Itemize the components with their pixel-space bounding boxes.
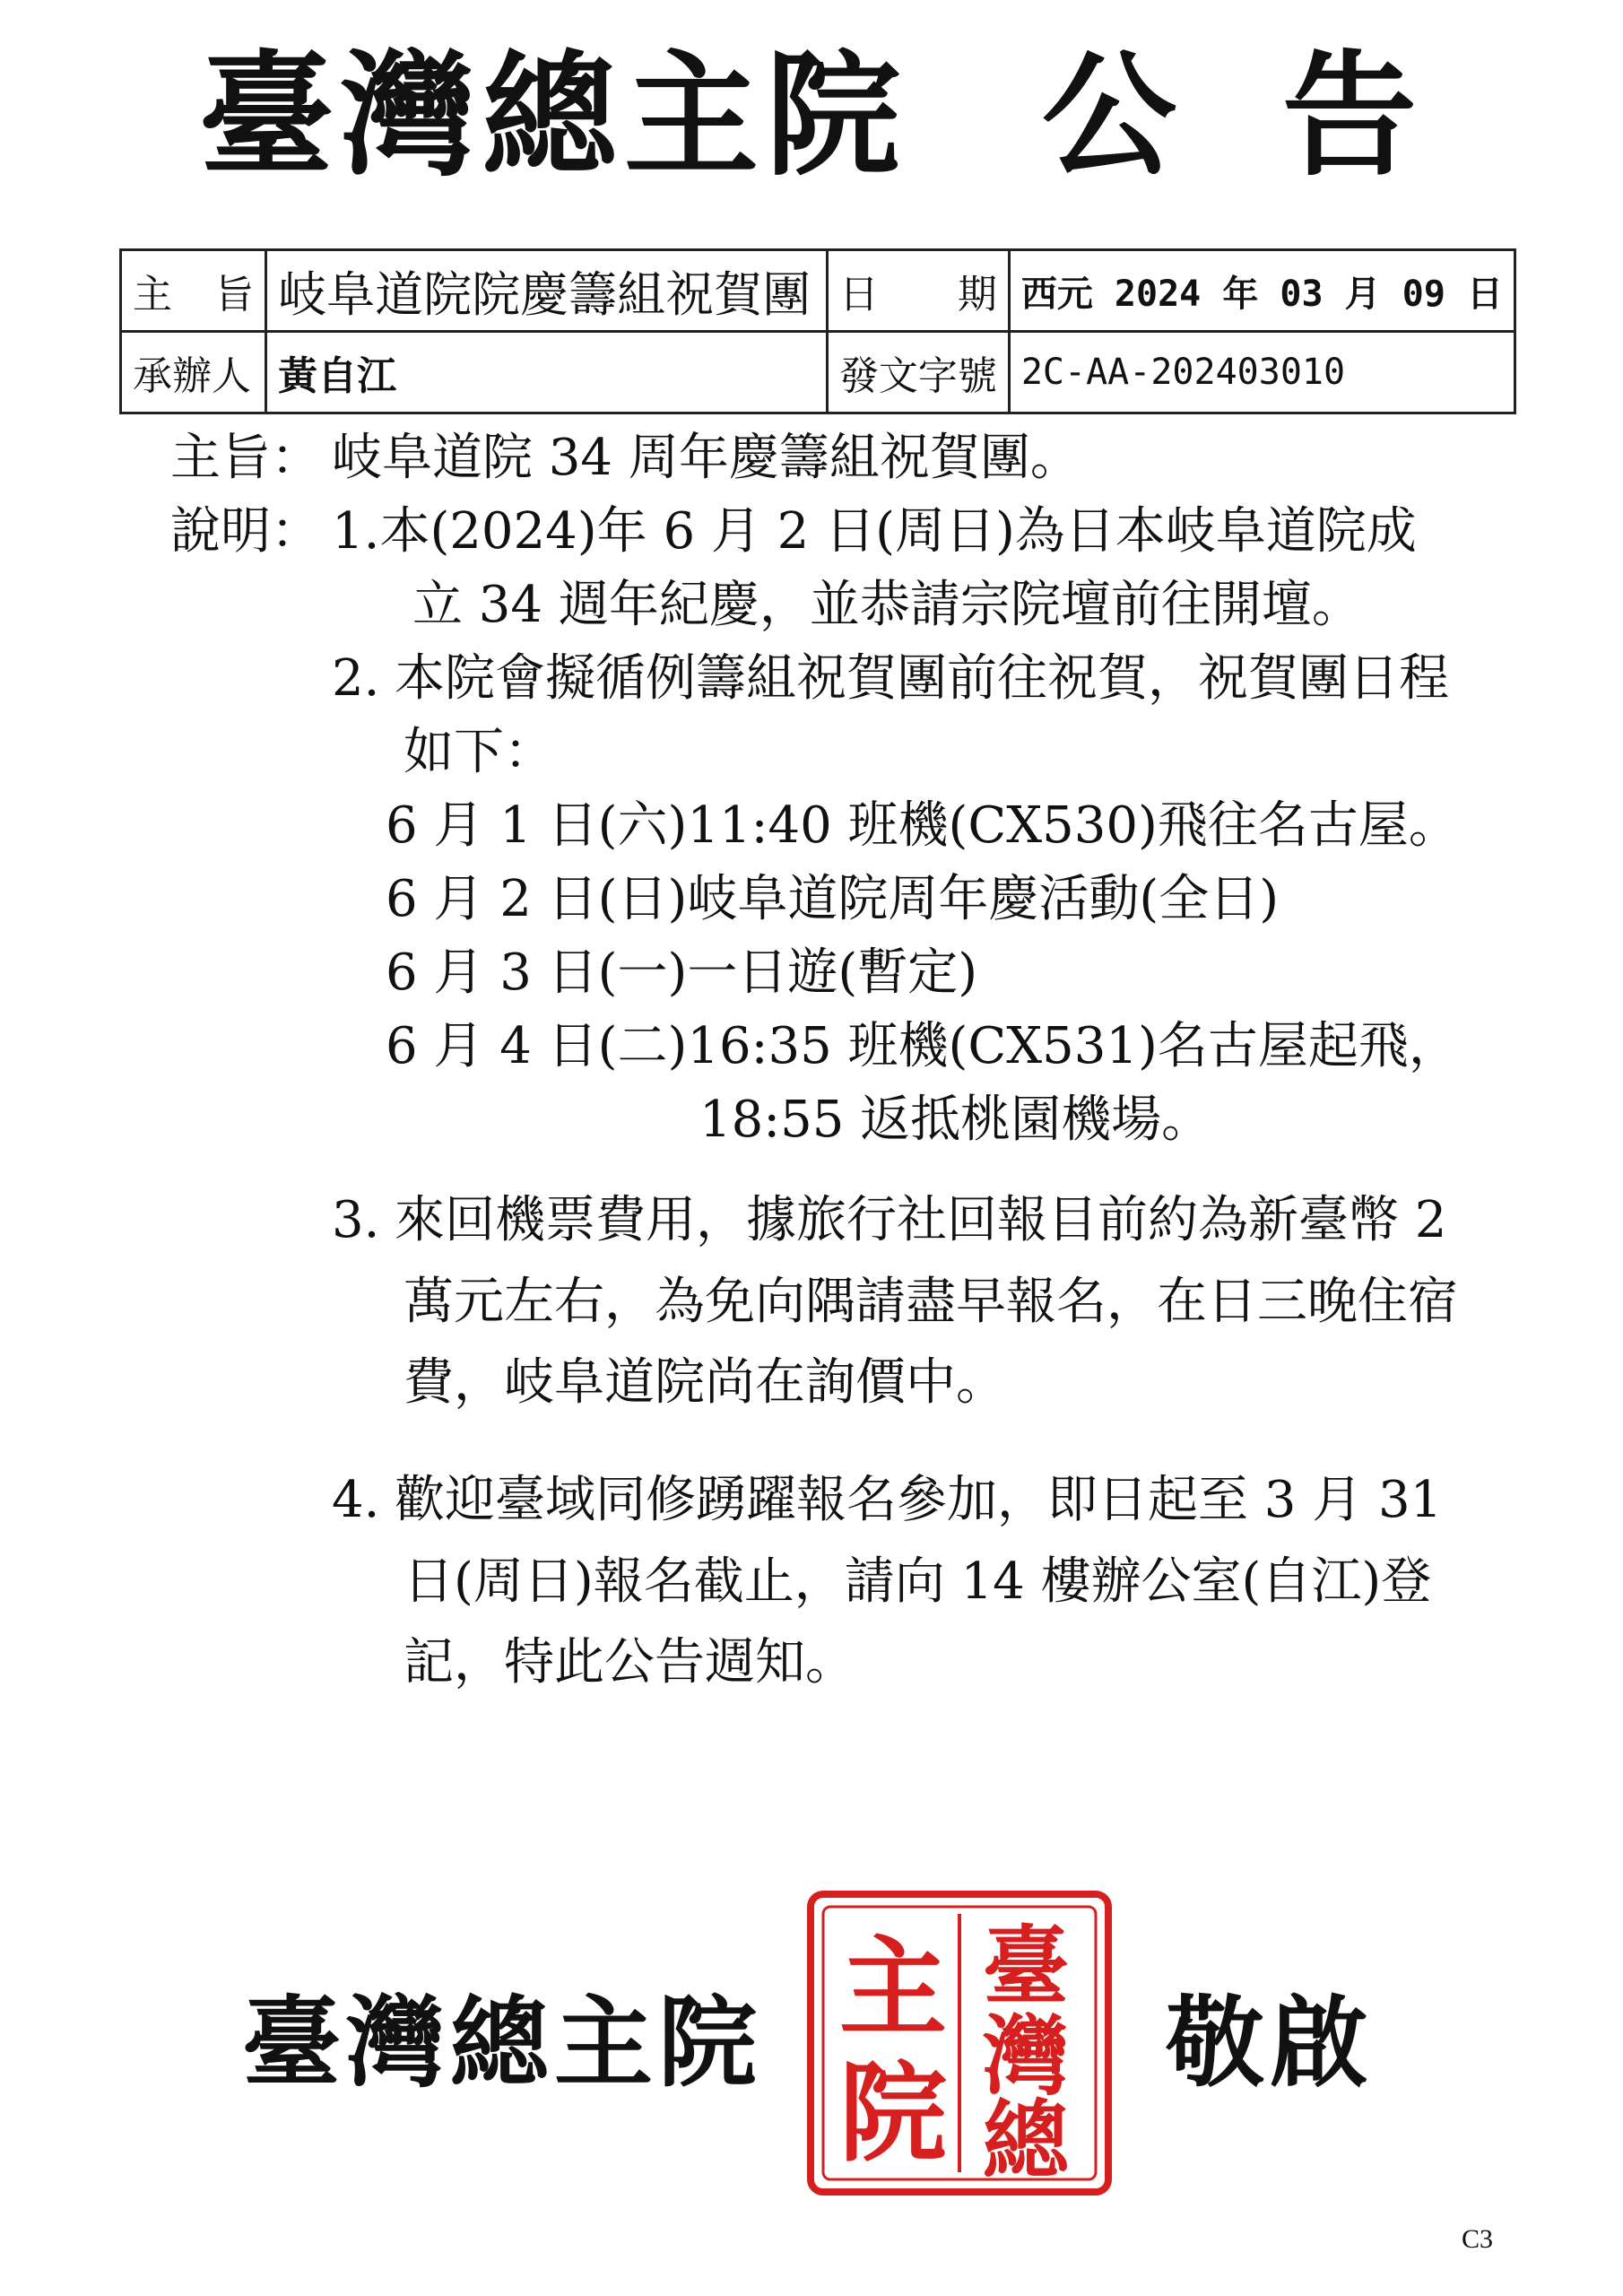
item1-line2: 立 34 週年紀慶，並恭請宗院壇前往開壇。: [412, 576, 1362, 634]
subject-label-b: 旨: [214, 272, 255, 317]
doc-no-label: 發文字號: [827, 332, 1009, 413]
item1-num: 1.: [332, 502, 380, 561]
official-seal-icon: [807, 1891, 1112, 2196]
item3-line3: 費，岐阜道院尚在詢價中。: [404, 1353, 1006, 1412]
handler-value: 黃自江: [266, 332, 828, 413]
date-label-b: 期: [957, 272, 997, 317]
subject-line: [170, 422, 1524, 495]
item1-line1: [170, 495, 1524, 569]
item3-line1: [332, 1184, 1524, 1257]
subject-label: 主旨：: [170, 429, 321, 487]
date-label-a: 日: [838, 272, 879, 317]
doc-no-value: 2C-AA-202403010: [1009, 332, 1515, 413]
closing-respect: 敬啟: [1166, 1986, 1374, 2100]
notice-body: [170, 422, 1524, 1699]
title-gao: 告: [1282, 39, 1425, 195]
info-row-1: [121, 250, 1515, 332]
closing-org: 臺灣總主院: [242, 1986, 762, 2100]
title-gong: 公: [1041, 39, 1184, 195]
item2-line1: [332, 642, 1524, 716]
schedule-item: 6 月 3 日(一)一日遊(暫定): [386, 944, 978, 1002]
page-code: C3: [1462, 2224, 1494, 2254]
subject-text: 岐阜道院 34 周年慶籌組祝賀團。: [332, 429, 1081, 487]
item4-line1: [332, 1464, 1524, 1537]
item3-text1: 來回機票費用，據旅行社回報目前約為新臺幣 2: [395, 1191, 1447, 1249]
subject-label-a: 主: [133, 272, 172, 317]
item4-text1: 歡迎臺域同修踴躍報名參加，即日起至 3 月 31: [395, 1471, 1443, 1529]
svg-text:臺: 臺: [983, 1916, 1069, 2017]
svg-text:院: 院: [839, 2050, 947, 2177]
item2-text1: 本院會擬循例籌組祝賀團前往祝賀，祝賀團日程: [395, 649, 1449, 708]
item1-text1: 本(2024)年 6 月 2 日(周日)為日本岐阜道院成: [379, 502, 1417, 561]
svg-text:主: 主: [839, 1925, 947, 2051]
explain-label: 說明：: [170, 502, 321, 561]
schedule-item: 6 月 1 日(六)11:40 班機(CX530)飛往名古屋。: [386, 796, 1459, 855]
item3-num: 3.: [332, 1191, 380, 1249]
subject-label-cell: [121, 250, 266, 332]
subject-value: 岐阜道院院慶籌組祝賀團: [266, 250, 828, 332]
item4-line2: 日(周日)報名截止，請向 14 樓辦公室(自江)登: [404, 1552, 1432, 1611]
item4-line3: 記，特此公告週知。: [404, 1633, 855, 1692]
item2-line2: 如下：: [404, 723, 554, 781]
svg-text:灣: 灣: [983, 2005, 1069, 2107]
handler-label: 承辦人: [121, 332, 266, 413]
item2-num: 2.: [332, 649, 380, 708]
item4-num: 4.: [332, 1471, 380, 1529]
svg-text:總: 總: [983, 2090, 1069, 2191]
info-row-2: [121, 332, 1515, 413]
title-org: 臺灣總主院: [198, 39, 907, 195]
schedule-cont: 18:55 返抵桃園機場。: [699, 1091, 1212, 1149]
schedule-item: 6 月 4 日(二)16:35 班機(CX531)名古屋起飛，: [386, 1017, 1459, 1075]
info-table: [119, 248, 1516, 414]
date-label-cell: [827, 250, 1009, 332]
page-title: [0, 36, 1623, 197]
schedule-item: 6 月 2 日(日)岐阜道院周年慶活動(全日): [386, 870, 1280, 928]
date-value: 西元 2024 年 03 月 09 日: [1009, 250, 1515, 332]
item3-line2: 萬元左右，為免向隅請盡早報名，在日三晚住宿: [404, 1273, 1458, 1331]
